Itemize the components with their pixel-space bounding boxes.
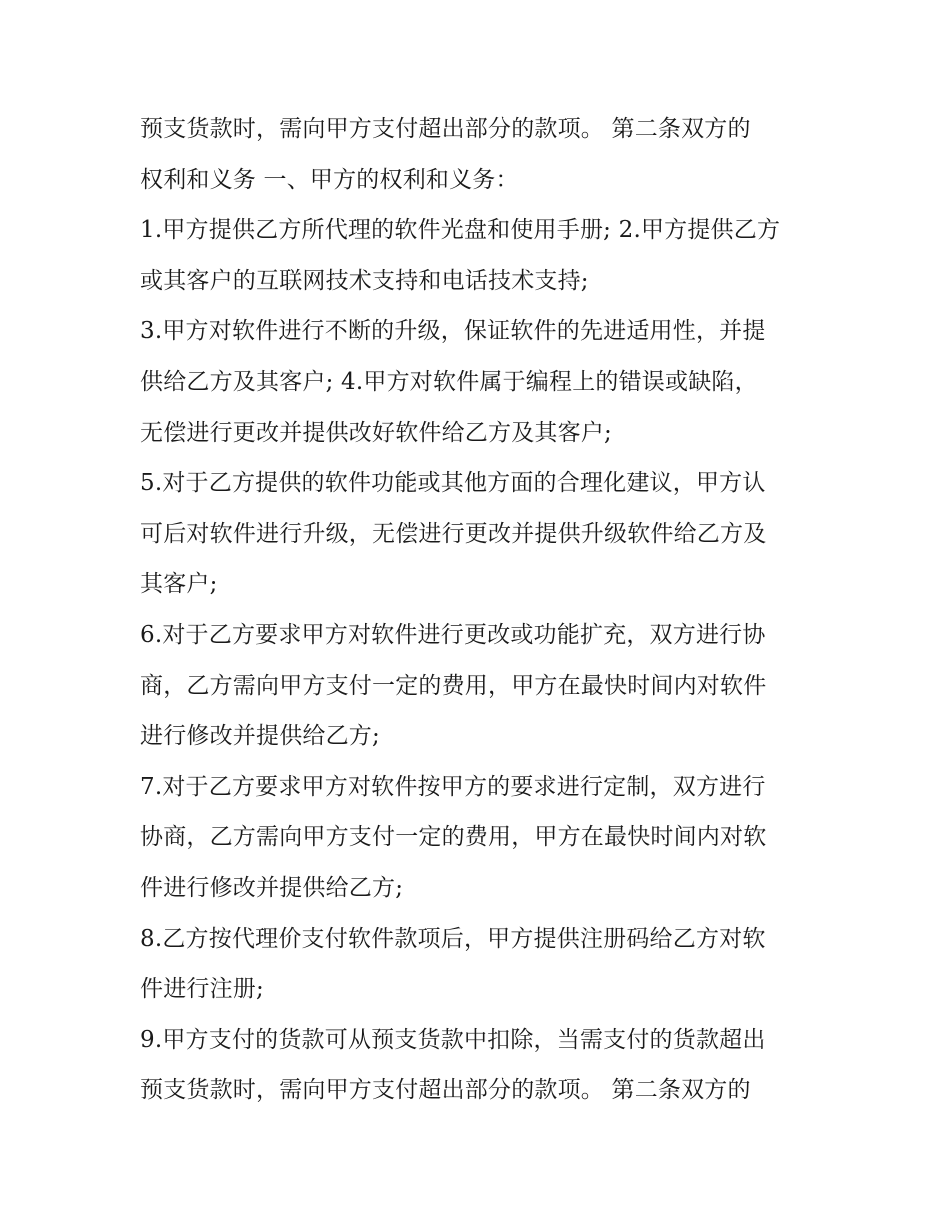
text-line: 预支货款时，需向甲方支付超出部分的款项。 第二条双方的 (140, 116, 751, 142)
text-line: 6.对于乙方要求甲方对软件进行更改或功能扩充，双方进行协 (140, 621, 766, 648)
text-line: 无偿进行更改并提供改好软件给乙方及其客户; (140, 419, 612, 446)
text-line: 8.乙方按代理价支付软件款项后，甲方提供注册码给乙方对软 (140, 925, 766, 952)
text-line: 可后对软件进行升级，无偿进行更改并提供升级软件给乙方及 (140, 520, 767, 547)
text-line: 件进行修改并提供给乙方; (140, 874, 404, 901)
text-line: 预支货款时，需向甲方支付超出部分的款项。 第二条双方的 (140, 1077, 751, 1104)
text-line: 7.对于乙方要求甲方对软件按甲方的要求进行定制，双方进行 (140, 773, 766, 800)
text-line: 或其客户的互联网技术支持和电话技术支持; (140, 267, 589, 294)
text-line: 进行修改并提供给乙方; (140, 723, 380, 750)
text-line: 权利和义务 一、甲方的权利和义务： (140, 166, 519, 193)
text-line: 供给乙方及其客户; 4.甲方对软件属于编程上的错误或缺陷， (140, 368, 758, 395)
text-line: 协商，乙方需向甲方支付一定的费用，甲方在最快时间内对软 (140, 824, 767, 851)
document-body (140, 104, 820, 1116)
text-line: 件进行注册; (140, 976, 264, 1003)
text-line: 1.甲方提供乙方所代理的软件光盘和使用手册; 2.甲方提供乙方 (140, 217, 781, 244)
text-line: 其客户; (140, 571, 218, 598)
text-line: 商，乙方需向甲方支付一定的费用，甲方在最快时间内对软件 (140, 672, 767, 699)
text-line: 5.对于乙方提供的软件功能或其他方面的合理化建议，甲方认 (140, 470, 766, 497)
text-line: 9.甲方支付的货款可从预支货款中扣除，当需支付的货款超出 (140, 1026, 766, 1053)
text-line: 3.甲方对软件进行不断的升级，保证软件的先进适用性，并提 (140, 318, 766, 345)
